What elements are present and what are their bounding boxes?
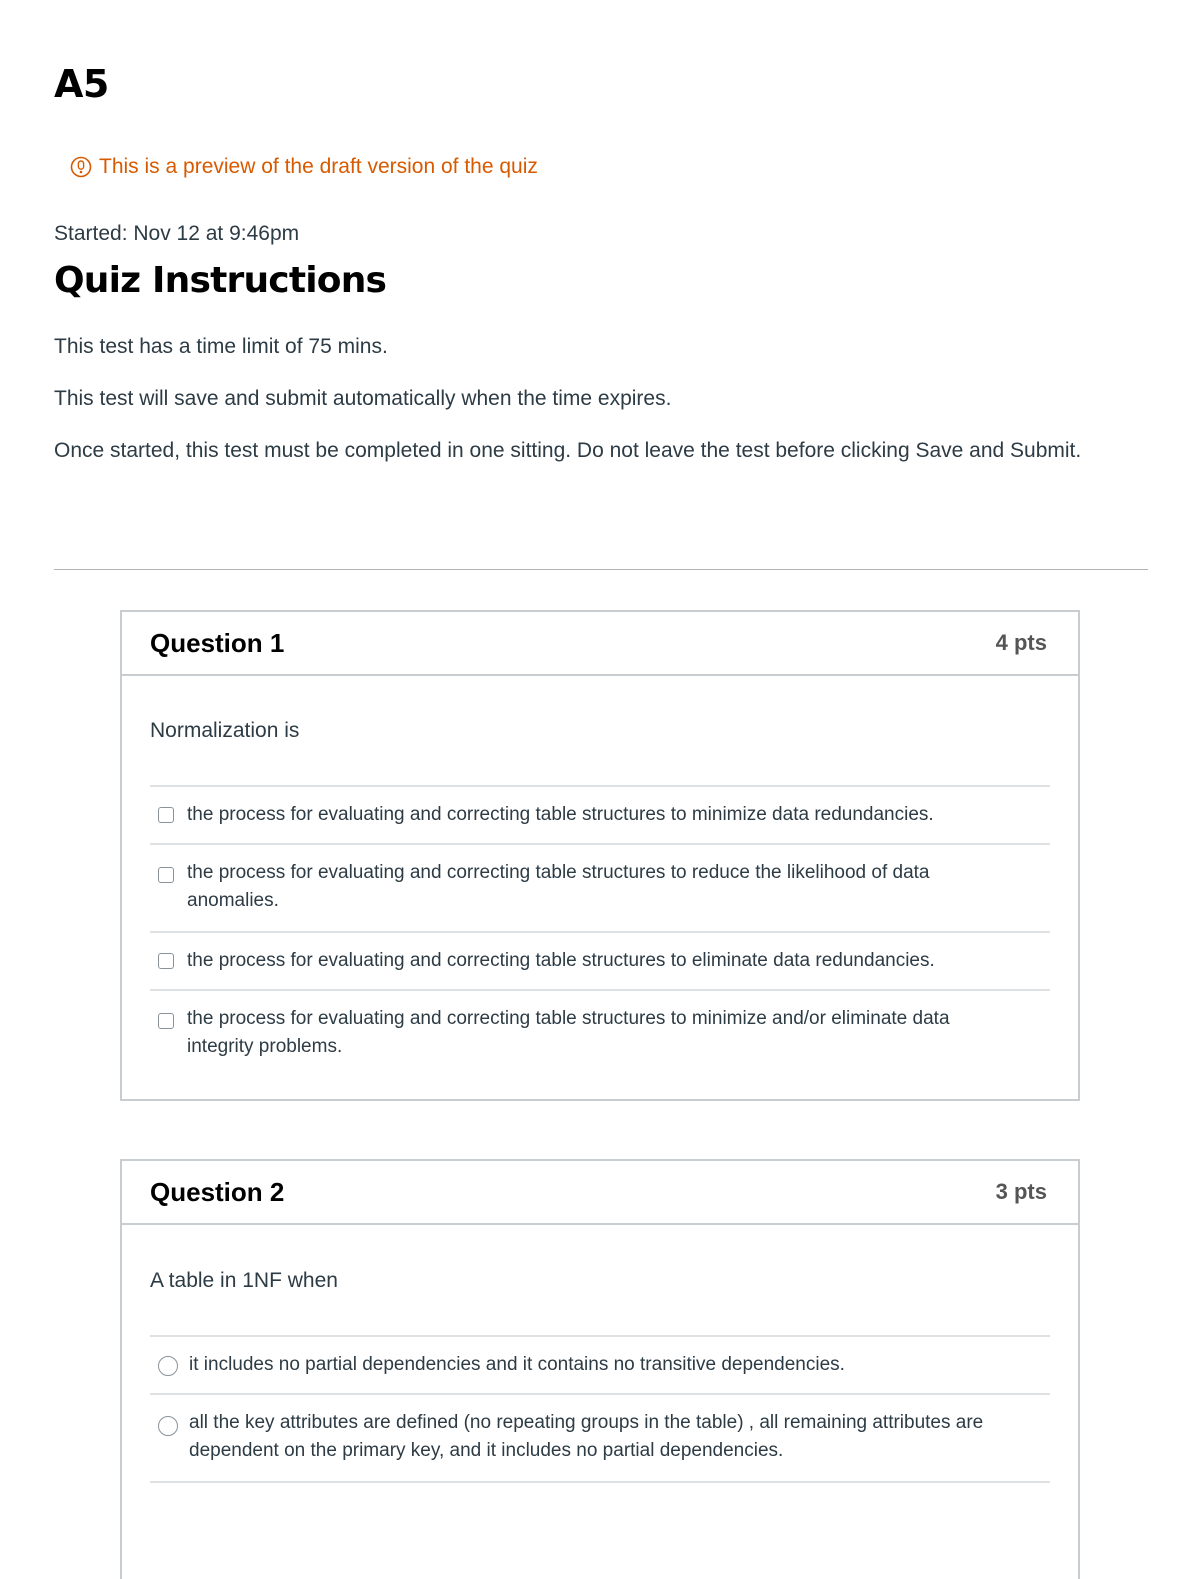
answer-checkbox[interactable] [158, 953, 174, 969]
instruction-paragraph: This test has a time limit of 75 mins. [54, 335, 388, 358]
answer-list [150, 785, 1050, 1077]
answer-option[interactable] [150, 933, 1050, 991]
instructions-heading: Quiz Instructions [54, 260, 387, 301]
preview-notice [70, 155, 538, 179]
answer-list [150, 1335, 1050, 1483]
answer-radio[interactable] [158, 1356, 178, 1376]
question-card [120, 610, 1080, 1101]
answer-checkbox[interactable] [158, 1013, 174, 1029]
question-text: Normalization is [150, 719, 300, 742]
preview-notice-text: This is a preview of the draft version of the quiz [99, 155, 538, 178]
answer-text: it includes no partial dependencies and it contains no transitive dependencies. [189, 1354, 845, 1375]
question-name: Question 2 [150, 1176, 285, 1207]
instruction-paragraph: This test will save and submit automatically when the time expires. [54, 387, 672, 410]
question-header [122, 612, 1078, 676]
instruction-paragraph: Once started, this test must be completed in one sitting. Do not leave the test before clicking Save and Submit. [54, 439, 1082, 462]
answer-option[interactable] [150, 787, 1050, 845]
answer-text: the process for evaluating and correcting table structures to minimize data redundancies. [187, 804, 934, 825]
answer-radio[interactable] [158, 1416, 178, 1436]
answer-option[interactable] [150, 1395, 1050, 1483]
question-text: A table in 1NF when [150, 1269, 338, 1292]
answer-text: all the key attributes are defined (no repeating groups in the table) , all remaining attributes are dependent on the primary key, and it includes no partial dependencies. [189, 1412, 984, 1461]
page-title: A5 [54, 62, 109, 106]
question-header [122, 1161, 1078, 1225]
answer-text: the process for evaluating and correcting table structures to reduce the likelihood of data anomalies. [187, 862, 930, 911]
question-body [122, 1225, 1078, 1483]
answer-text: the process for evaluating and correcting table structures to eliminate data redundancies. [187, 950, 935, 971]
started-timestamp: Started: Nov 12 at 9:46pm [54, 222, 300, 245]
answer-checkbox[interactable] [158, 867, 174, 883]
answer-text: the process for evaluating and correcting table structures to minimize and/or eliminate data integrity problems. [187, 1008, 950, 1057]
warning-icon [70, 156, 92, 178]
answer-option[interactable] [150, 845, 1050, 933]
question-points: 4 pts [995, 630, 1047, 655]
question-body [122, 676, 1078, 1077]
question-points: 3 pts [995, 1179, 1047, 1204]
question-card [120, 1159, 1080, 1579]
answer-checkbox[interactable] [158, 807, 174, 823]
answer-option[interactable] [150, 1337, 1050, 1395]
answer-option[interactable] [150, 991, 1050, 1077]
question-name: Question 1 [150, 627, 285, 658]
section-divider [54, 569, 1148, 570]
